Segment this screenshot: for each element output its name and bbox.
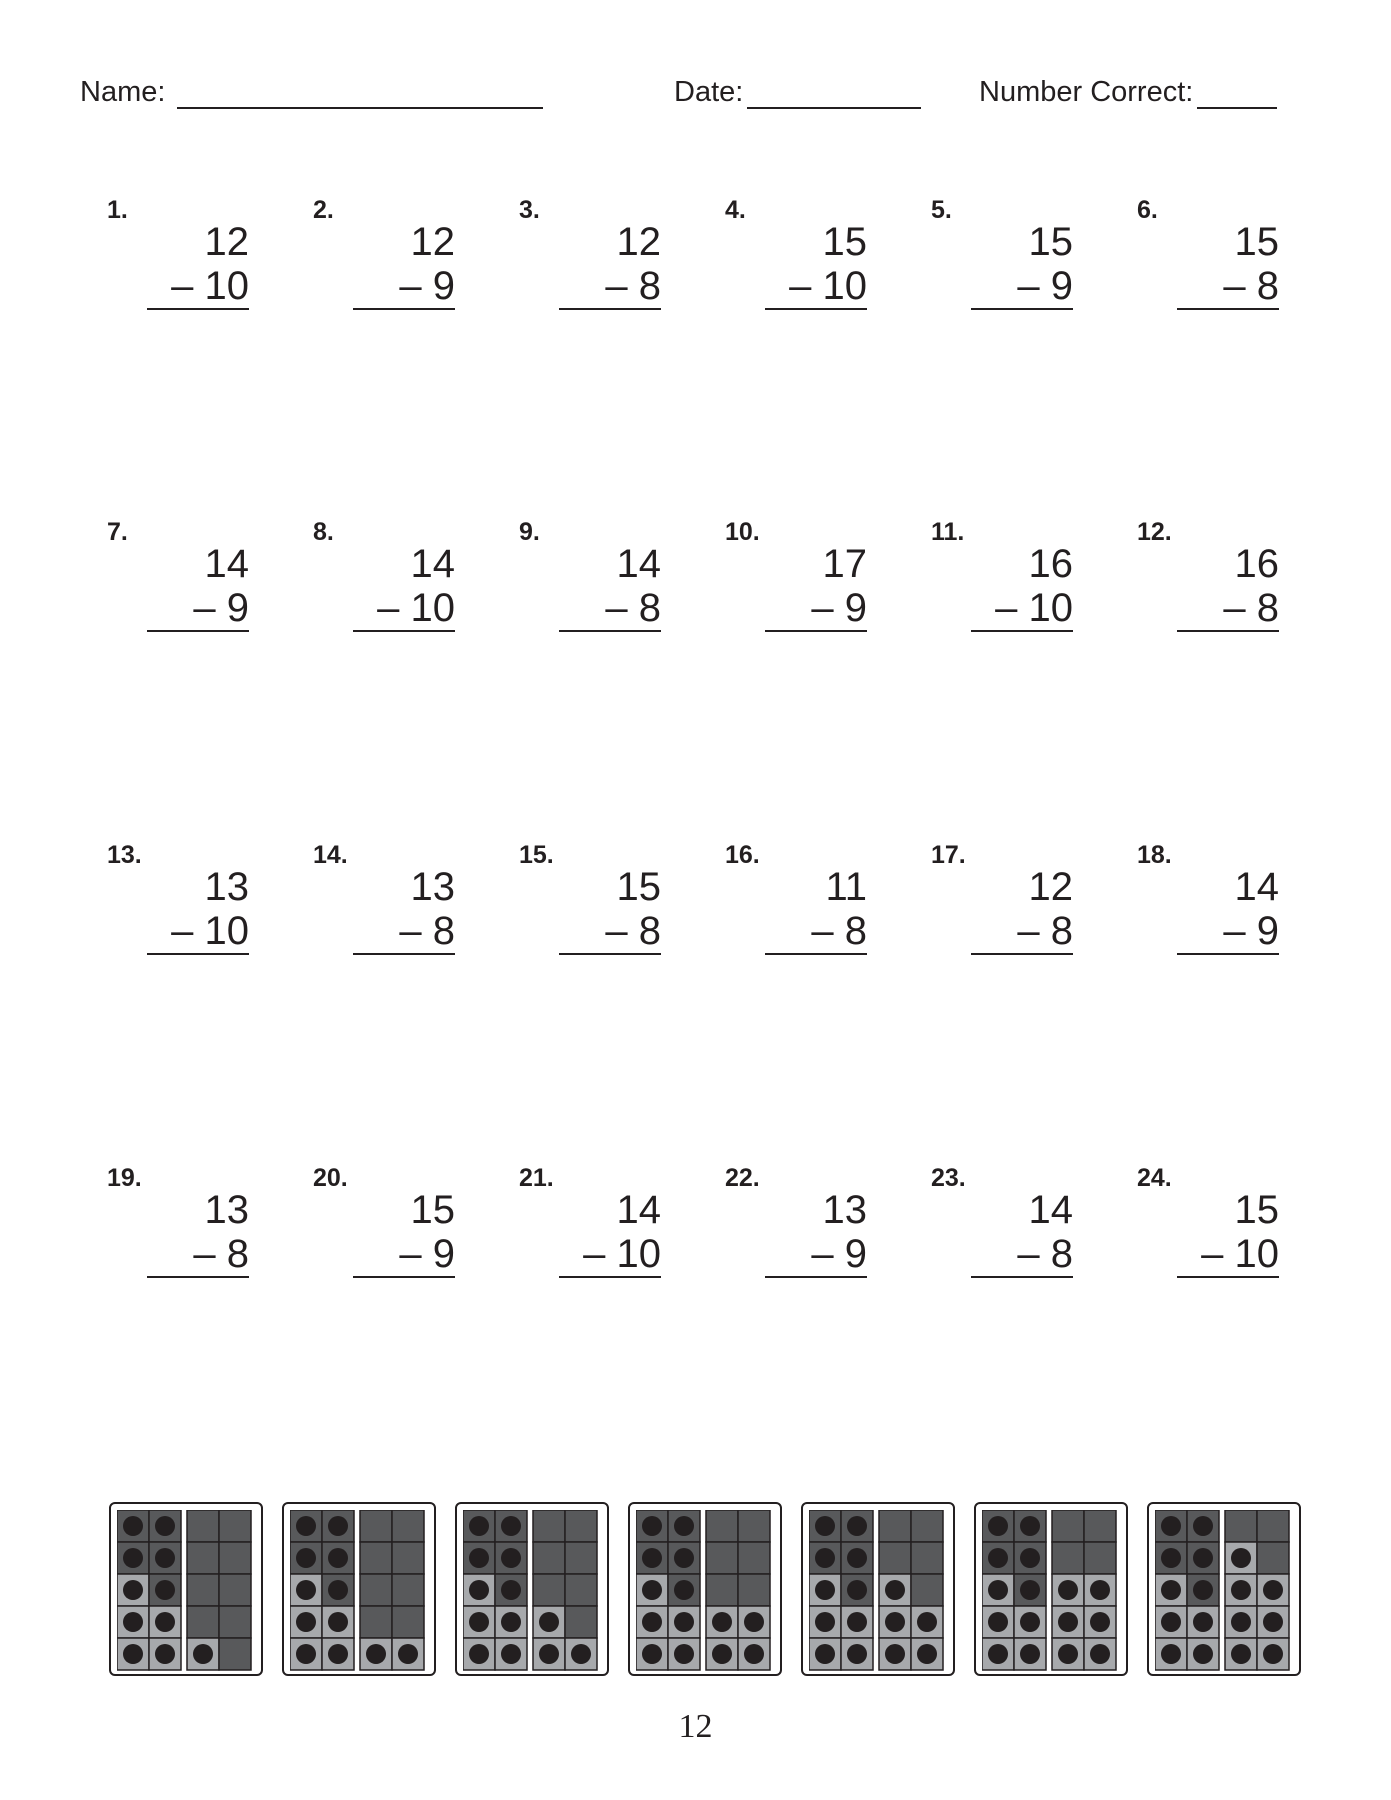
ten-frame-graphic [463,1510,601,1672]
subtrahend: – 8 [605,264,661,308]
problem-9 [519,518,699,648]
answer-line[interactable] [765,308,867,310]
counter-dot [296,1516,316,1536]
answer-line[interactable] [971,308,1073,310]
counter-dot [815,1580,835,1600]
problem-number: 10. [725,518,760,546]
ten-frame-graphic [982,1510,1120,1672]
ten-frame-cell [219,1606,251,1638]
ten-frame-graphic [809,1510,947,1672]
ten-frame-cell [392,1574,424,1606]
counter-dot [642,1548,662,1568]
ten-frame-cell [738,1510,770,1542]
ten-frame-2 [282,1502,436,1676]
counter-dot [815,1548,835,1568]
number-correct-label: Number Correct: [979,76,1194,108]
counter-dot [885,1644,905,1664]
problem-5 [931,196,1111,326]
minuend: 13 [204,865,249,909]
minuend: 16 [1234,542,1279,586]
problem-20 [313,1164,493,1294]
minuend: 16 [1028,542,1073,586]
ten-frame-graphic [636,1510,774,1672]
answer-line[interactable] [147,1276,249,1278]
counter-dot [328,1612,348,1632]
counter-dot [917,1644,937,1664]
counter-dot [847,1516,867,1536]
counter-dot [988,1580,1008,1600]
ten-frame-cell [738,1574,770,1606]
answer-line[interactable] [559,308,661,310]
counter-dot [988,1612,1008,1632]
counter-dot [1161,1516,1181,1536]
counter-dot [885,1580,905,1600]
problem-number: 23. [931,1164,966,1192]
ten-frame-cell [1225,1510,1257,1542]
problem-19 [107,1164,287,1294]
ten-frame-cell [1084,1542,1116,1574]
subtrahend: – 10 [171,264,249,308]
counter-dot [847,1580,867,1600]
problem-number: 3. [519,196,540,224]
subtrahend: – 9 [399,264,455,308]
answer-line[interactable] [971,1276,1073,1278]
problem-3 [519,196,699,326]
problem-6 [1137,196,1317,326]
counter-dot [501,1612,521,1632]
counter-dot [398,1644,418,1664]
subtrahend: – 8 [605,909,661,953]
counter-dot [1263,1580,1283,1600]
answer-line[interactable] [147,308,249,310]
counter-dot [674,1548,694,1568]
counter-dot [501,1644,521,1664]
minuend: 13 [410,865,455,909]
counter-dot [328,1548,348,1568]
answer-line[interactable] [1177,953,1279,955]
counter-dot [988,1516,1008,1536]
ten-frame-cell [360,1510,392,1542]
answer-line[interactable] [353,630,455,632]
answer-line[interactable] [353,308,455,310]
ten-frame-cell [392,1510,424,1542]
problem-number: 13. [107,841,142,869]
ten-frame-cell [565,1542,597,1574]
counter-dot [885,1612,905,1632]
counter-dot [328,1580,348,1600]
problem-number: 17. [931,841,966,869]
problem-number: 24. [1137,1164,1172,1192]
ten-frame-graphic [290,1510,428,1672]
counter-dot [1058,1644,1078,1664]
minuend: 15 [1028,220,1073,264]
subtrahend: – 9 [399,1232,455,1276]
ten-frame-cell [738,1542,770,1574]
counter-dot [674,1644,694,1664]
ten-frame-1 [109,1502,263,1676]
counter-dot [155,1516,175,1536]
subtrahend: – 10 [995,586,1073,630]
counter-dot [193,1644,213,1664]
counter-dot [1193,1516,1213,1536]
subtrahend: – 9 [1223,909,1279,953]
problem-number: 2. [313,196,334,224]
counter-dot [501,1580,521,1600]
minuend: 15 [616,865,661,909]
ten-frame-graphic [1155,1510,1293,1672]
problem-number: 7. [107,518,128,546]
counter-dot [123,1580,143,1600]
answer-line[interactable] [765,953,867,955]
ten-frame-cell [187,1542,219,1574]
problem-number: 8. [313,518,334,546]
counter-dot [1090,1580,1110,1600]
counter-dot [917,1612,937,1632]
date-label: Date: [674,76,744,108]
problem-15 [519,841,699,971]
counter-dot [1193,1644,1213,1664]
counter-dot [123,1644,143,1664]
counter-dot [1058,1612,1078,1632]
ten-frame-cell [1257,1542,1289,1574]
counter-dot [847,1548,867,1568]
counter-dot [744,1612,764,1632]
answer-line[interactable] [147,953,249,955]
counter-dot [155,1612,175,1632]
counter-dot [155,1548,175,1568]
problem-number: 5. [931,196,952,224]
subtrahend: – 9 [193,586,249,630]
counter-dot [539,1612,559,1632]
counter-dot [1090,1644,1110,1664]
answer-line[interactable] [971,630,1073,632]
counter-dot [501,1548,521,1568]
ten-frame-cell [879,1510,911,1542]
counter-dot [712,1612,732,1632]
subtrahend: – 8 [1223,264,1279,308]
ten-frame-cell [911,1542,943,1574]
ten-frame-cell [187,1574,219,1606]
counter-dot [1193,1548,1213,1568]
problem-2 [313,196,493,326]
minuend: 14 [204,542,249,586]
subtrahend: – 8 [193,1232,249,1276]
ten-frame-cell [565,1606,597,1638]
problem-18 [1137,841,1317,971]
ten-frame-cell [911,1510,943,1542]
ten-frame-cell [392,1606,424,1638]
counter-dot [642,1516,662,1536]
ten-frame-cell [219,1542,251,1574]
problem-12 [1137,518,1317,648]
subtrahend: – 8 [605,586,661,630]
answer-line[interactable] [1177,1276,1279,1278]
subtrahend: – 9 [1017,264,1073,308]
counter-dot [296,1644,316,1664]
ten-frame-7 [1147,1502,1301,1676]
answer-line[interactable] [765,1276,867,1278]
counter-dot [1090,1612,1110,1632]
minuend: 14 [410,542,455,586]
ten-frame-cell [911,1574,943,1606]
minuend: 14 [616,1188,661,1232]
page-number: 12 [678,1708,713,1745]
ten-frame-cell [1052,1510,1084,1542]
ten-frame-strip [0,1502,1391,1678]
ten-frame-cell [533,1510,565,1542]
counter-dot [1161,1580,1181,1600]
counter-dot [296,1612,316,1632]
answer-line[interactable] [1177,308,1279,310]
counter-dot [744,1644,764,1664]
counter-dot [988,1548,1008,1568]
counter-dot [501,1516,521,1536]
counter-dot [1058,1580,1078,1600]
ten-frame-cell [392,1542,424,1574]
problem-1 [107,196,287,326]
counter-dot [469,1580,489,1600]
counter-dot [1020,1516,1040,1536]
counter-dot [123,1516,143,1536]
counter-dot [469,1644,489,1664]
problem-number: 18. [1137,841,1172,869]
ten-frame-cell [187,1606,219,1638]
subtrahend: – 8 [399,909,455,953]
answer-line[interactable] [971,953,1073,955]
counter-dot [469,1516,489,1536]
ten-frame-cell [219,1510,251,1542]
minuend: 15 [410,1188,455,1232]
problem-number: 20. [313,1164,348,1192]
problem-number: 11. [931,518,965,546]
counter-dot [1231,1644,1251,1664]
ten-frame-cell [1257,1510,1289,1542]
answer-line[interactable] [353,953,455,955]
problem-number: 9. [519,518,540,546]
counter-dot [1161,1548,1181,1568]
counter-dot [815,1612,835,1632]
counter-dot [674,1580,694,1600]
answer-line[interactable] [559,1276,661,1278]
ten-frame-4 [628,1502,782,1676]
answer-line[interactable] [559,630,661,632]
minuend: 17 [822,542,867,586]
minuend: 12 [1028,865,1073,909]
subtrahend: – 9 [811,586,867,630]
ten-frame-cell [360,1542,392,1574]
subtrahend: – 10 [171,909,249,953]
counter-dot [1231,1612,1251,1632]
answer-line[interactable] [559,953,661,955]
answer-line[interactable] [1177,630,1279,632]
counter-dot [1161,1644,1181,1664]
problem-16 [725,841,905,971]
subtrahend: – 8 [1017,1232,1073,1276]
ten-frame-cell [533,1574,565,1606]
counter-dot [847,1612,867,1632]
counter-dot [1263,1612,1283,1632]
answer-line[interactable] [353,1276,455,1278]
counter-dot [988,1644,1008,1664]
problem-number: 4. [725,196,746,224]
counter-dot [1231,1548,1251,1568]
ten-frame-3 [455,1502,609,1676]
counter-dot [155,1644,175,1664]
counter-dot [674,1612,694,1632]
problem-13 [107,841,287,971]
subtrahend: – 9 [811,1232,867,1276]
minuend: 14 [1234,865,1279,909]
counter-dot [712,1644,732,1664]
minuend: 15 [1234,220,1279,264]
ten-frame-cell [360,1574,392,1606]
problem-11 [931,518,1111,648]
minuend: 11 [825,865,867,909]
counter-dot [1231,1580,1251,1600]
counter-dot [1193,1612,1213,1632]
problem-number: 6. [1137,196,1158,224]
minuend: 12 [204,220,249,264]
ten-frame-cell [565,1574,597,1606]
counter-dot [571,1644,591,1664]
subtrahend: – 10 [789,264,867,308]
ten-frame-cell [187,1510,219,1542]
problem-number: 19. [107,1164,142,1192]
name-label: Name: [80,76,166,108]
minuend: 15 [822,220,867,264]
problem-17 [931,841,1111,971]
ten-frame-cell [879,1542,911,1574]
counter-dot [328,1516,348,1536]
ten-frame-cell [565,1510,597,1542]
problem-number: 12. [1137,518,1172,546]
ten-frame-cell [219,1638,251,1670]
problem-21 [519,1164,699,1294]
ten-frame-cell [706,1542,738,1574]
ten-frame-cell [219,1574,251,1606]
counter-dot [1263,1644,1283,1664]
counter-dot [366,1644,386,1664]
counter-dot [1020,1580,1040,1600]
ten-frame-cell [706,1510,738,1542]
counter-dot [296,1580,316,1600]
counter-dot [642,1644,662,1664]
counter-dot [1020,1548,1040,1568]
ten-frame-cell [533,1542,565,1574]
problem-23 [931,1164,1111,1294]
minuend: 14 [1028,1188,1073,1232]
counter-dot [674,1516,694,1536]
counter-dot [539,1644,559,1664]
counter-dot [469,1548,489,1568]
problem-7 [107,518,287,648]
minuend: 13 [822,1188,867,1232]
counter-dot [642,1580,662,1600]
answer-line[interactable] [147,630,249,632]
counter-dot [815,1516,835,1536]
problem-24 [1137,1164,1317,1294]
counter-dot [1193,1580,1213,1600]
problem-8 [313,518,493,648]
subtrahend: – 10 [583,1232,661,1276]
minuend: 12 [410,220,455,264]
counter-dot [847,1644,867,1664]
problem-number: 21. [519,1164,554,1192]
subtrahend: – 10 [1201,1232,1279,1276]
problem-number: 16. [725,841,760,869]
subtrahend: – 8 [1223,586,1279,630]
counter-dot [642,1612,662,1632]
counter-dot [296,1548,316,1568]
counter-dot [469,1612,489,1632]
ten-frame-5 [801,1502,955,1676]
problem-4 [725,196,905,326]
counter-dot [123,1548,143,1568]
counter-dot [123,1612,143,1632]
problem-number: 14. [313,841,348,869]
counter-dot [1020,1644,1040,1664]
minuend: 15 [1234,1188,1279,1232]
problem-number: 1. [107,196,128,224]
ten-frame-cell [1084,1510,1116,1542]
minuend: 13 [204,1188,249,1232]
subtrahend: – 10 [377,586,455,630]
ten-frame-cell [1052,1542,1084,1574]
counter-dot [328,1644,348,1664]
problem-number: 22. [725,1164,760,1192]
ten-frame-cell [706,1574,738,1606]
ten-frame-cell [360,1606,392,1638]
ten-frame-graphic [117,1510,255,1672]
minuend: 12 [616,220,661,264]
counter-dot [1161,1612,1181,1632]
subtrahend: – 8 [811,909,867,953]
problem-number: 15. [519,841,554,869]
ten-frame-6 [974,1502,1128,1676]
minuend: 14 [616,542,661,586]
subtrahend: – 8 [1017,909,1073,953]
counter-dot [155,1580,175,1600]
problem-14 [313,841,493,971]
counter-dot [1020,1612,1040,1632]
counter-dot [815,1644,835,1664]
problem-22 [725,1164,905,1294]
answer-line[interactable] [765,630,867,632]
problem-10 [725,518,905,648]
